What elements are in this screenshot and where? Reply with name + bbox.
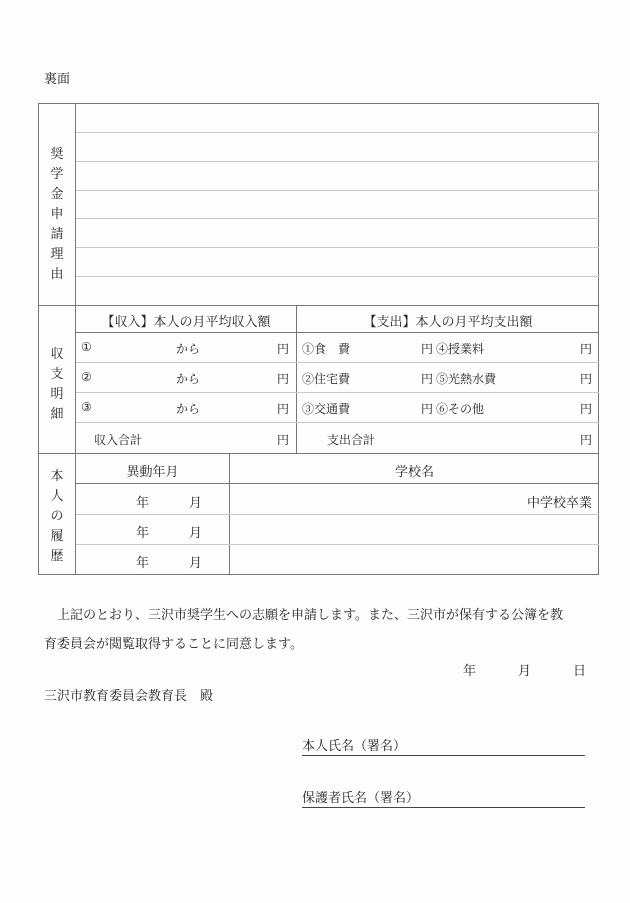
income-row-unit: 円 <box>277 372 290 386</box>
income-row-num: ② <box>81 370 92 384</box>
history-label <box>38 467 76 567</box>
income-row-num: ③ <box>81 400 92 414</box>
income-row-from[interactable]: から <box>176 372 201 386</box>
income-row-from[interactable]: から <box>176 402 201 416</box>
label-char: 本 <box>50 469 64 484</box>
reason-label <box>38 145 76 285</box>
label-char: 収 <box>50 347 64 362</box>
label-char: 理 <box>50 247 64 262</box>
expense-unit-left[interactable]: 円 <box>421 402 434 416</box>
history-header-line <box>76 483 599 484</box>
income-row-unit: 円 <box>277 402 290 416</box>
expense-unit-right[interactable]: 円 <box>580 372 593 386</box>
finance-row-line <box>76 392 599 393</box>
history-month[interactable]: 月 <box>189 496 203 511</box>
reason-line[interactable] <box>76 218 599 219</box>
income-row-from[interactable]: から <box>176 342 201 356</box>
label-char: 明 <box>50 387 64 402</box>
expense-item-left: ①食 費 <box>302 342 351 356</box>
label-char: 履 <box>50 529 64 544</box>
guardian-signature[interactable]: 保護者氏名（署名） <box>302 787 585 808</box>
expense-item-right: ⑥その他 <box>436 402 485 416</box>
income-total-unit[interactable]: 円 <box>277 433 290 447</box>
section-divider <box>38 305 599 306</box>
history-year[interactable]: 年 <box>136 556 150 571</box>
finance-row-line <box>76 362 599 363</box>
income-row-unit: 円 <box>277 342 290 356</box>
expense-unit-left[interactable]: 円 <box>421 342 434 356</box>
history-month[interactable]: 月 <box>189 526 203 541</box>
reason-line[interactable] <box>76 161 599 162</box>
statement-line-1: 上記のとおり、三沢市奨学生への志願を申請します。また、三沢市が保有する公簿を教 <box>57 608 563 623</box>
label-char: 由 <box>50 267 64 282</box>
label-char: 奨 <box>50 147 64 162</box>
finance-label <box>38 345 76 425</box>
expense-item-left: ③交通費 <box>302 402 351 416</box>
expense-item-right: ④授業料 <box>436 342 485 356</box>
section-divider <box>38 453 599 454</box>
history-year[interactable]: 年 <box>136 496 150 511</box>
expense-item-left: ②住宅費 <box>302 372 351 386</box>
income-row-num: ① <box>81 340 92 354</box>
label-char: 人 <box>50 489 64 504</box>
addressee: 三沢市教育委員会教育長 殿 <box>44 689 214 704</box>
income-total-label: 収入合計 <box>94 433 143 447</box>
expense-header: 【支出】本人の月平均支出額 <box>363 315 533 330</box>
income-header: 【収入】本人の月平均収入額 <box>101 315 271 330</box>
date-day[interactable]: 日 <box>573 664 587 679</box>
expense-unit-left[interactable]: 円 <box>421 372 434 386</box>
expense-unit-right[interactable]: 円 <box>580 402 593 416</box>
history-year[interactable]: 年 <box>136 526 150 541</box>
history-row-line <box>76 514 599 515</box>
label-char: 申 <box>50 207 64 222</box>
label-char: 支 <box>50 367 64 382</box>
applicant-signature[interactable]: 本人氏名（署名） <box>302 735 585 756</box>
finance-row-line <box>76 422 599 423</box>
finance-header-line <box>76 332 599 333</box>
label-char: 請 <box>50 227 64 242</box>
expense-unit-right[interactable]: 円 <box>580 342 593 356</box>
expense-total-label: 支出合計 <box>327 433 376 447</box>
reason-line[interactable] <box>76 190 599 191</box>
expense-total-unit[interactable]: 円 <box>580 433 593 447</box>
history-col-school: 学校名 <box>394 465 434 480</box>
date-year[interactable]: 年 <box>463 664 477 679</box>
history-month[interactable]: 月 <box>189 556 203 571</box>
reason-line[interactable] <box>76 132 599 133</box>
reason-line[interactable] <box>76 276 599 277</box>
label-char: の <box>50 509 64 524</box>
label-char: 学 <box>50 167 64 182</box>
label-char: 細 <box>50 407 64 422</box>
label-char: 金 <box>50 187 64 202</box>
history-school[interactable]: 中学校卒業 <box>526 496 592 511</box>
reason-line[interactable] <box>76 247 599 248</box>
date-month[interactable]: 月 <box>518 664 532 679</box>
label-char: 歴 <box>50 549 64 564</box>
history-row-line <box>76 544 599 545</box>
expense-item-right: ⑤光熱水費 <box>436 372 497 386</box>
history-col-date: 異動年月 <box>126 465 179 480</box>
statement-line-2: 育委員会が閲覧取得することに同意します。 <box>44 637 303 652</box>
page-label: 裏面 <box>44 72 71 87</box>
